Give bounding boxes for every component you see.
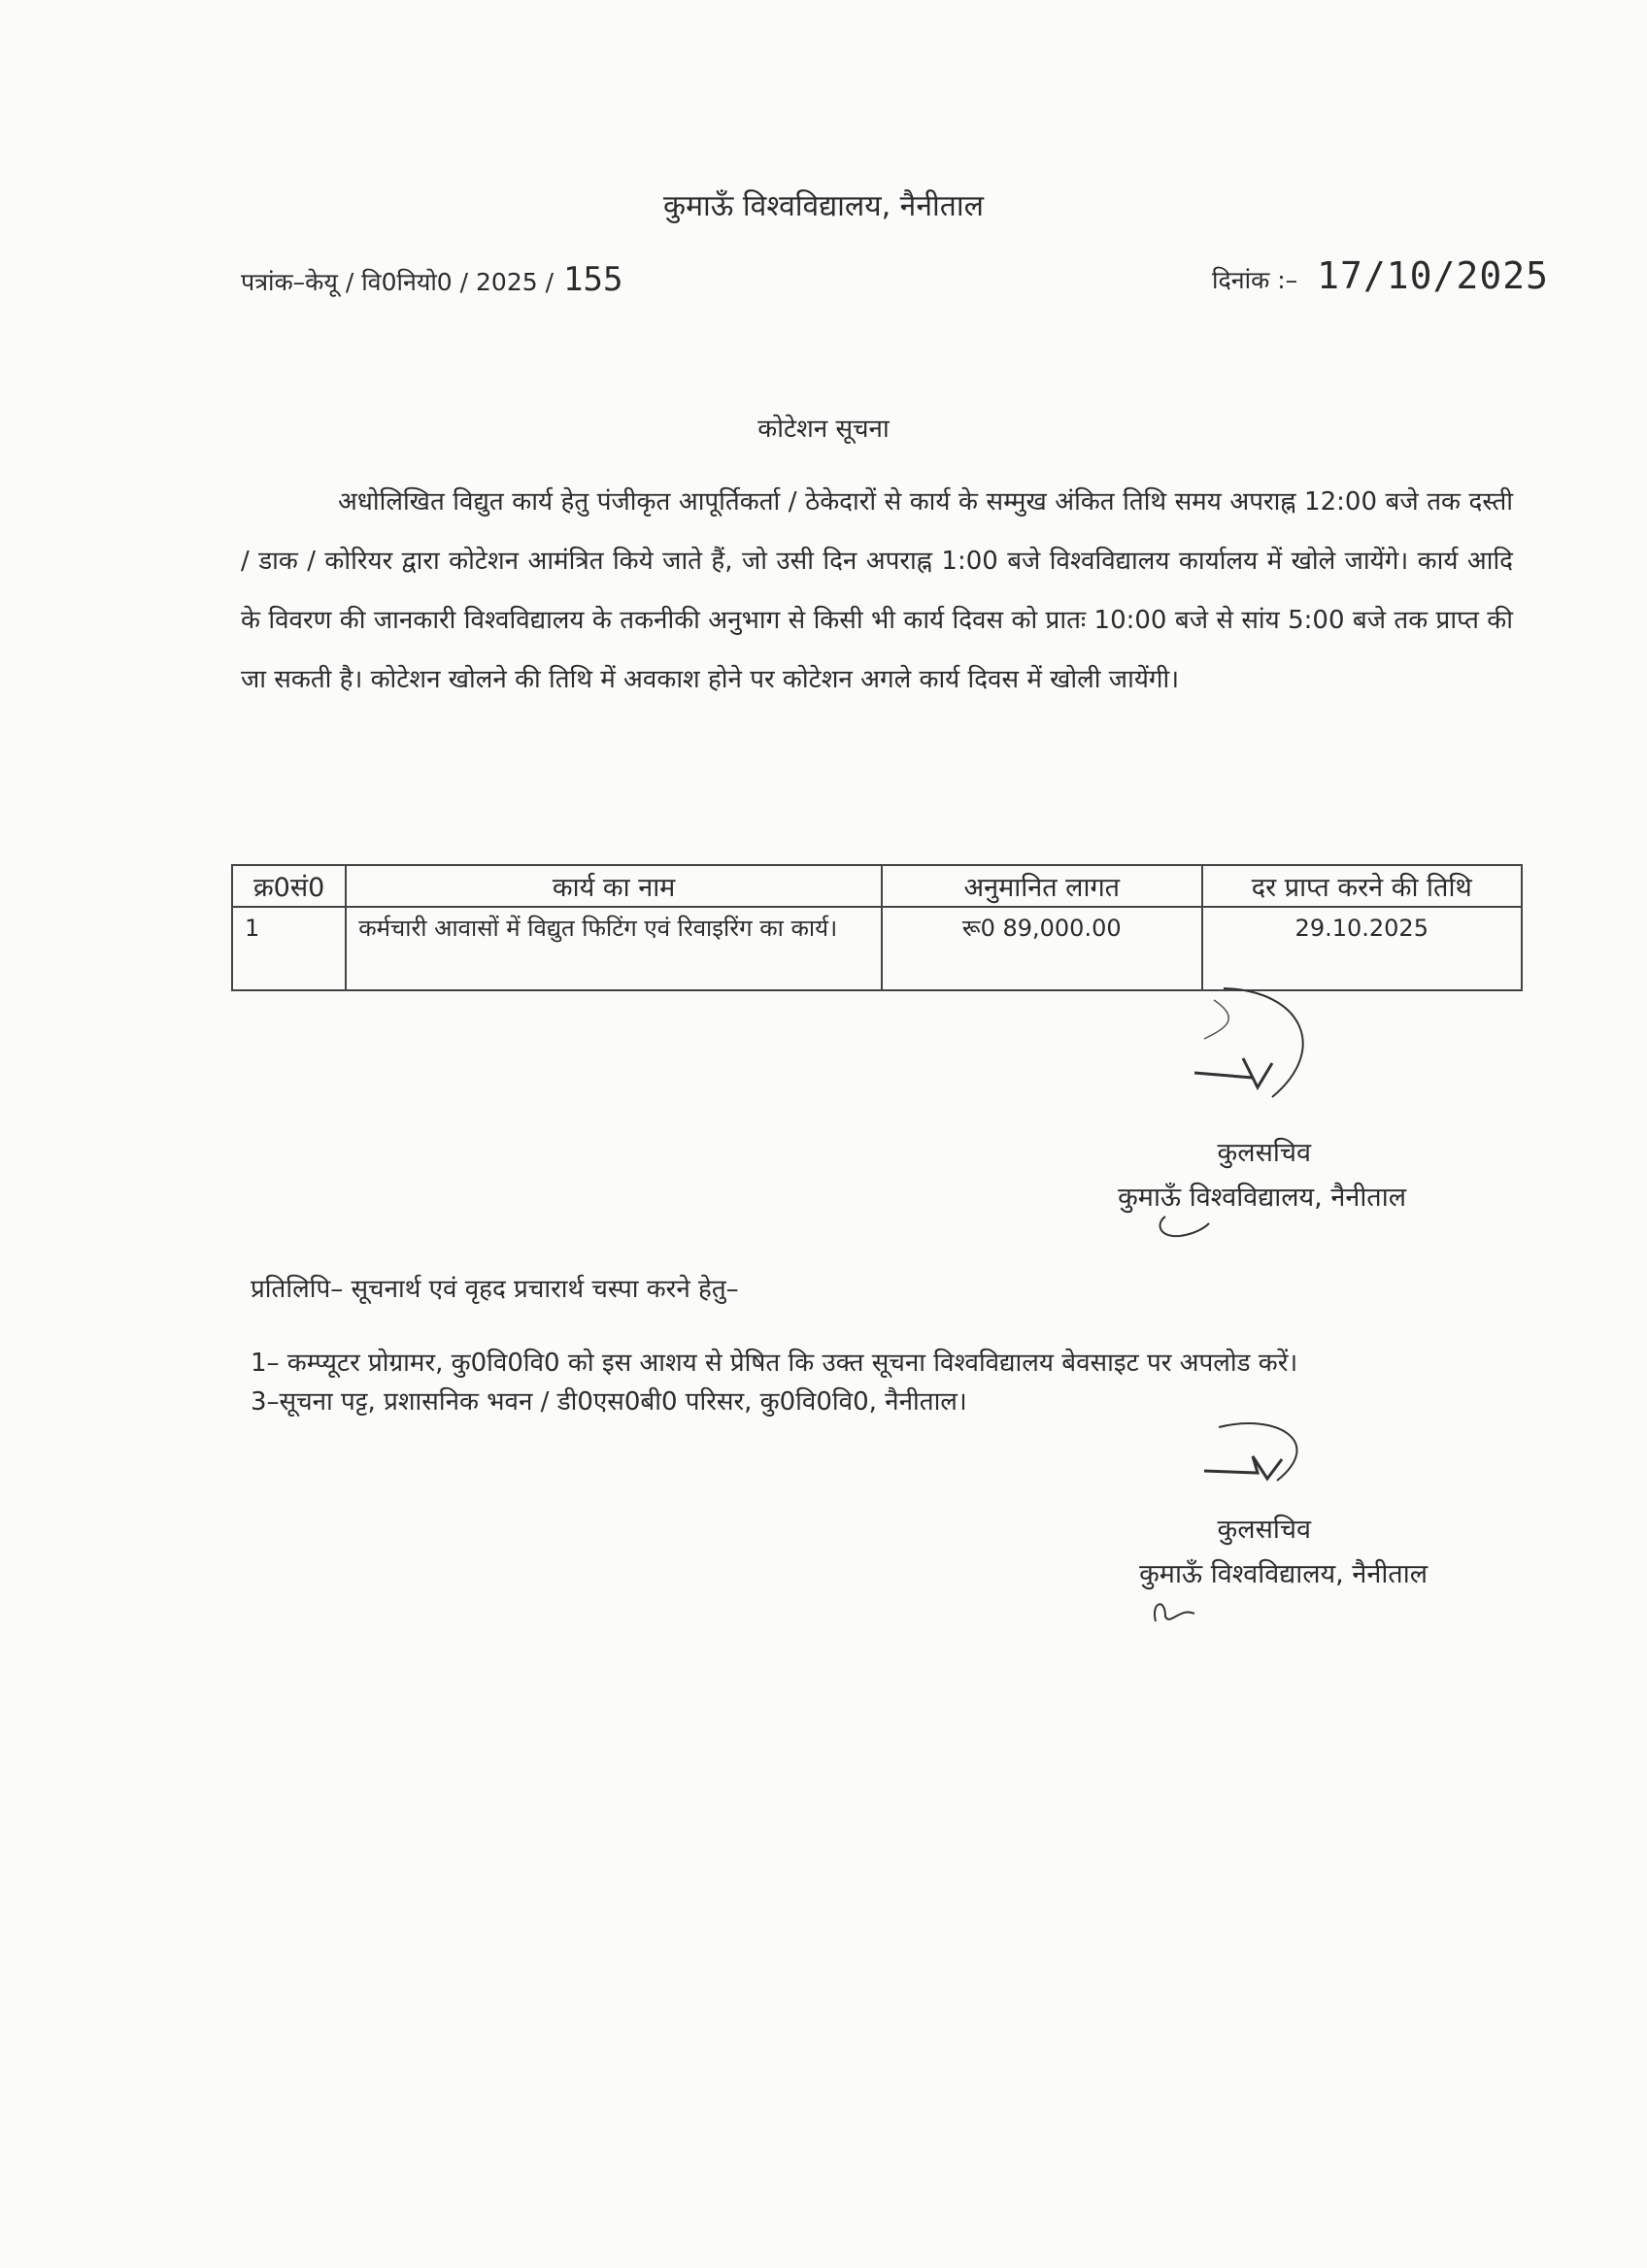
initials-1-image xyxy=(1151,1209,1219,1248)
signature-2-image xyxy=(1199,1403,1335,1490)
initials-2-image xyxy=(1146,1592,1204,1631)
date-line xyxy=(1212,254,1549,297)
signature-block-2 xyxy=(981,1508,1428,1597)
work-table xyxy=(231,864,1523,991)
reference-prefix: पत्रांक–केयू / वि0नियो0 / 2025 / xyxy=(241,268,555,296)
cell-cost: रू0 89,000.00 xyxy=(882,907,1201,990)
notice-body: अधोलिखित विद्युत कार्य हेतु पंजीकृत आपूर्तिकर्ता / ठेकेदारों से कार्य के सम्मुख अंकित तिथि समय अपराह्न 12:00 बजे तक दस्ती / डाक / कोरियर द्वारा कोटेशन आमंत्रित किये जाते हैं, जो उसी दिन अपराह्न 1:00 बजे विश्वविद्यालय कार्यालय में खोले जायेंगे। कार्य आदि के विवरण की जानकारी विश्वविद्यालय के तकनीकी अनुभाग से किसी भी कार्य दिवस को प्रातः 10:00 बजे से सांय 5:00 बजे तक प्राप्त की जा सकती है। कोटेशन खोलने की तिथि में अवकाश होने पर कोटेशन अगले कार्य दिवस में खोली जायेंगी। xyxy=(241,487,1513,694)
signatory-org-2: कुमाऊँ विश्वविद्यालय, नैनीताल xyxy=(1139,1559,1428,1589)
cell-serial: 1 xyxy=(232,907,346,990)
copy-item-1: 1– कम्प्यूटर प्रोग्रामर, कु0वि0वि0 को इस आशय से प्रेषित कि उक्त सूचना विश्वविद्यालय बेवसाइट पर अपलोड करें। xyxy=(251,1349,1298,1378)
copy-item-2: 3–सूचना पट्ट, प्रशासनिक भवन / डी0एस0बी0 परिसर, कु0वि0वि0, नैनीताल। xyxy=(251,1387,967,1417)
table-row xyxy=(232,907,1522,990)
col-work-name: कार्य का नाम xyxy=(346,865,882,907)
copy-heading: प्रतिलिपि– सूचनार्थ एवं वृहद प्रचारार्थ चस्पा करने हेतु– xyxy=(251,1275,739,1304)
cell-work-name: कर्मचारी आवासों में विद्युत फिटिंग एवं रिवाइरिंग का कार्य। xyxy=(346,907,882,990)
date-value-handwritten: 17/10/2025 xyxy=(1317,254,1549,297)
table-header-row xyxy=(232,865,1522,907)
col-date: दर प्राप्त करने की तिथि xyxy=(1202,865,1522,907)
notice-subject: कोटेशन सूचना xyxy=(757,415,890,444)
col-serial: क्र0सं0 xyxy=(232,865,346,907)
reference-number-handwritten: 155 xyxy=(563,260,623,299)
signatory-org-1: कुमाऊँ विश्वविद्यालय, नैनीताल xyxy=(1118,1183,1406,1213)
signature-1-image xyxy=(1185,981,1340,1107)
signature-block-1 xyxy=(971,1131,1406,1220)
col-estimated-cost: अनुमानित लागत xyxy=(882,865,1201,907)
date-label: दिनांक :– xyxy=(1212,266,1298,294)
cell-date: 29.10.2025 xyxy=(1202,907,1522,990)
reference-number xyxy=(241,260,622,299)
signatory-title-2: कुलसचिव xyxy=(1217,1515,1311,1545)
signatory-title-1: कुलसचिव xyxy=(1217,1138,1311,1168)
university-heading: कुमाऊँ विश्वविद्यालय, नैनीताल xyxy=(663,189,984,223)
